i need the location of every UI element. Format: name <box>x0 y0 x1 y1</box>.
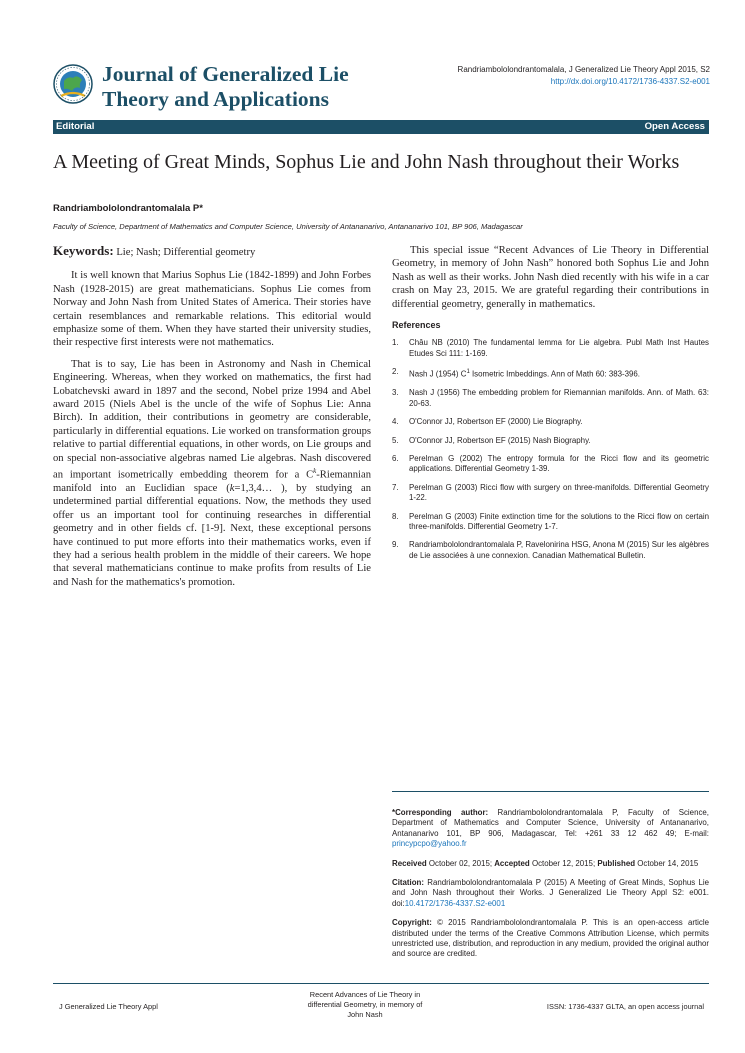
right-column <box>392 244 709 569</box>
keywords-label: Keywords: <box>53 243 114 258</box>
citation-doi-link[interactable]: 10.4172/1736-4337.S2-e001 <box>404 898 506 908</box>
citation: Citation: Randriambololondrantomalala P (2015) A Meeting of Great Minds, Sophus Lie and John Nash throughout their Works. J Generalized Lie Theory Appl S2: e001. doi:10.4172/1736-4337.S2-e001 <box>392 878 709 908</box>
article-affiliation: Faculty of Science, Department of Mathematics and Computer Science, University of Antananarivo, Antananarivo 101, BP 906, Madagascar <box>53 222 523 231</box>
paragraph-2: That is to say, Lie has been in Astronomy and Nash in Chemical Engineering. Whereas, when they worked on mathematics, the first had Lobatchevski award in 1897 and the second, Nobel prize 1994 and Abel award 2015 (Niels Abel is the uncle of the wife of Sophus Lie: Anna Birch). In addition, their contributions in geometry are considerable, particularly in differential equations. Lie worked on transformation groups relative to partial differential equations, in other words, on Lie groups and on special non-associative algebras named Lie algebras. Nash discovered an important isometrically embedding theorem for a $C^k$-Riemannian manifold into an Euclidian space (k=1,3,4… ), by studying an undetermined partial differential equations. Now, the methods they used offer us an important tool for continuing researches in differential geometry and in other fields cf. [1-9]. Next, these exceptional persons have continued to put more efforts into their mathematics works, even if they had a serious health problem in the middle of their careers. We hope that several mathematicians continue to make profits from results of Lie and Nash for the mathematics's promotion. <box>53 358 371 588</box>
journal-title <box>102 62 349 112</box>
reference-item: 9. Randriambololondrantomalala P, Ravelonirina HSG, Anona M (2015) Sur les algèbres de Lie associées à une connexion. Canadian Mathematical Bulletin. <box>392 540 709 560</box>
left-column <box>53 244 371 597</box>
dates: Received October 02, 2015; Accepted October 12, 2015; Published October 14, 2015 <box>392 858 699 868</box>
journal-logo-icon <box>53 64 93 104</box>
open-access-label: Open Access <box>644 121 705 132</box>
correspondence-block <box>392 808 709 969</box>
reference-item: 4. O'Connor JJ, Robertson EF (2000) Lie Biography. <box>392 417 583 427</box>
journal-title-line1: Journal of Generalized Lie <box>102 62 349 86</box>
reference-item: 8. Perelman G (2003) Finite extinction time for the solutions to the Ricci flow on certain three-manifolds. Differential Geometry 1-7. <box>392 511 709 531</box>
reference-item: 5. O'Connor JJ, Robertson EF (2015) Nash Biography. <box>392 435 591 445</box>
references-heading: References <box>392 320 441 331</box>
article-author: Randriambololondrantomalala P* <box>53 203 203 214</box>
section-bar <box>53 120 709 134</box>
doi-link[interactable]: http://dx.doi.org/10.4172/1736-4337.S2-e001 <box>550 77 710 86</box>
corresponding-author: *Corresponding author: Randriambololondrantomalala P, Faculty of Science, Department of Mathematics and Computer Science, University of Antananarivo, Antananarivo 101, BP 906, Madagascar, Tel: +261 33 12 462 49; E-mail: princypcpo@yahoo.fr <box>392 808 709 849</box>
keywords-value: Lie; Nash; Differential geometry <box>116 247 256 258</box>
footer-journal: J Generalized Lie Theory Appl <box>59 1002 158 1011</box>
reference-item: 7. Perelman G (2003) Ricci flow with surgery on three-manifolds. Differential Geometry 1-22. <box>392 482 709 503</box>
section-label: Editorial <box>56 121 95 132</box>
copyright: Copyright: © 2015 Randriambololondrantomalala P. This is an open-access article distributed under the terms of the Creative Commons Attribution License, which permits unrestricted use, distribution, and reproduction in any medium, provided the original author and source are credited. <box>392 918 710 959</box>
keywords <box>53 244 371 259</box>
footer-issue: Recent Advances of Lie Theory in differential Geometry, in memory of John Nash <box>307 990 423 1019</box>
reference-item: 2. Nash J (1954) $C^1$ Isometric Imbeddings. Ann of Math 60: 383-396. <box>392 367 640 379</box>
paragraph-3: This special issue “Recent Advances of Lie Theory in Differential Geometry, in memory of John Nash” honored both Sophus Lie and John Nash as well as their works. John Nash died recently with his wife in a car crash on May 23, 2015. We are grateful regarding their contributions in differential geometry, generally in mathematics. <box>392 245 709 310</box>
email-link[interactable]: princypcpo@yahoo.fr <box>392 839 467 849</box>
journal-title-line2: Theory and Applications <box>102 87 329 111</box>
correspondence-divider <box>392 791 709 792</box>
article-title: A Meeting of Great Minds, Sophus Lie and John Nash throughout their Works <box>53 151 680 173</box>
paragraph-1: It is well known that Marius Sophus Lie (1842-1899) and John Forbes Nash (1928-2015) are great mathematicians. Sophus Lie comes from Norway and John Nash from United States of America. Their stories have certain resemblances and remarkable relations. This editorial would emphasize some of them. When they have started their university studies, their respective first interests were not mathematics. <box>53 270 371 349</box>
footer-divider <box>53 983 709 984</box>
citation-line: Randriambololondrantomalala, J Generalized Lie Theory Appl 2015, S2 <box>457 65 710 74</box>
reference-item: 3. Nash J (1956) The embedding problem for Riemannian manifolds. Ann. of Math. 63: 20-63. <box>392 388 709 408</box>
footer-issn: ISSN: 1736-4337 GLTA, an open access journal <box>546 1002 704 1011</box>
reference-item: 6. Perelman G (2002) The entropy formula for the Ricci flow and its geometric applications. Differential Geometry 1-39. <box>392 453 709 474</box>
references-list <box>392 338 709 561</box>
reference-item: 1. Châu NB (2010) The fundamental lemma for Lie algebra. Publ Math Inst Hautes Etudes Sci 111: 1-169. <box>392 338 709 358</box>
header-citation <box>458 64 710 88</box>
